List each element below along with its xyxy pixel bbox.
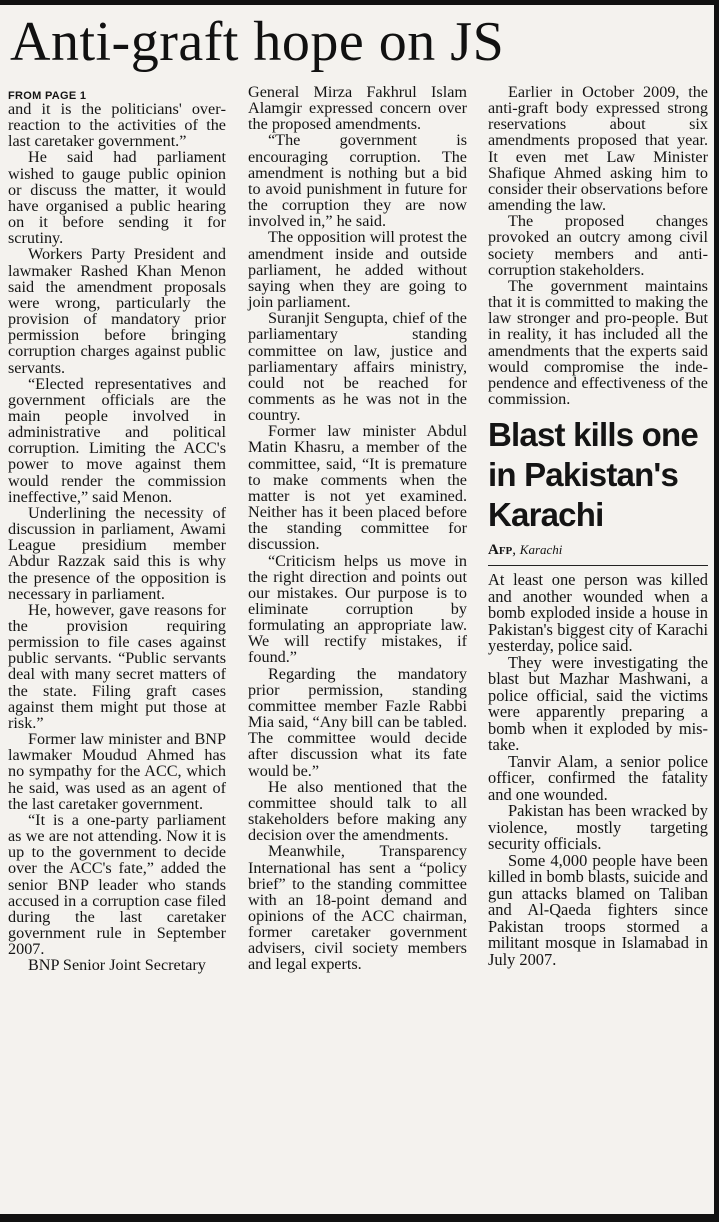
paragraph: Former law minister Abdul Matin Khasru, a member of the committee, said, “It is premature to make comments when the matter is not yet examined. Neither has it been placed before the standing committee for discussion. xyxy=(248,422,467,554)
bottom-border xyxy=(0,1214,719,1222)
paragraph: Former law minister and BNP lawmaker Moudud Ahmed has no sympathy for the ACC, which he said, was used as an agent of the last caretaker government. xyxy=(8,730,226,813)
paragraph: The proposed changes provoked an outcry among civil society members and anti-corruption stakeholders. xyxy=(488,212,708,279)
byline-place: Karachi xyxy=(519,542,563,558)
paragraph: and it is the politicians' overreaction to the activities of the last caretaker government.” xyxy=(8,100,226,151)
paragraph: The government maintains that it is committed to making the law stronger and pro-people. But in reality, it has included all the amendments that the experts said would compromise the independence and effectiveness of the commission. xyxy=(488,276,708,408)
paragraph: General Mirza Fakhrul Islam Alamgir expressed concern over the proposed amendments. xyxy=(248,83,467,134)
paragraph: Suranjit Sengupta, chief of the parliamentary standing committee on law, justice and parliamentary affairs ministry, could not be reached for comments as he was not in the country. xyxy=(248,309,467,425)
paragraph: Tanvir Alam, a senior police officer, confirmed the fatality and one wounded. xyxy=(488,751,708,804)
paragraph: “Criticism helps us move in the right direction and points out our mistakes. Our purpose is to eliminate corruption by formulating an appropriate law. We will rectify mistakes, if found.” xyxy=(248,551,467,667)
paragraph: Workers Party President and lawmaker Rashed Khan Menon said the amendment proposals were wrong, particularly the provision of mandatory prior permission before bringing corruption charges against public servants. xyxy=(8,245,226,377)
paragraph: Pakistan has been wracked by violence, mostly targeting security officials. xyxy=(488,801,708,854)
second-story-headline: Blast kills one in Pakistan's Karachi xyxy=(488,416,698,534)
paragraph: “It is a one-party parliament as we are not attending. Now it is up to the government to decide over the ACC's fate,” added the senior BNP leader who stands accused in a corruption case filed during the last caretaker government rule in September 2007. xyxy=(8,810,226,959)
paragraph: He also mentioned that the committee should talk to all stakeholders before making any decision over the amendments. xyxy=(248,777,467,845)
byline-agency: Afp xyxy=(488,542,513,559)
continuation-kicker: FROM PAGE 1 xyxy=(8,90,87,102)
paragraph: At least one person was killed and another wounded when a bomb exploded inside a house in Pakistan's biggest city of Karachi yesterday, police said. xyxy=(488,570,708,656)
right-border xyxy=(714,0,719,1222)
paragraph: Some 4,000 people have been killed in bomb blasts, suicide and gun attacks blamed on Taliban and Al-Qaeda fighters since Pakistan troops stormed a militant mosque in Islamabad in July 2007. xyxy=(488,850,708,969)
column-2 xyxy=(248,84,467,973)
paragraph: Underlining the necessity of discussion in parliament, Awami League presidium member Abdur Razzak said this is why the presence of the opposition is necessary in parliament. xyxy=(8,503,226,603)
second-story xyxy=(488,415,708,968)
paragraph: Regarding the mandatory prior permission, standing committee member Fazle Rabbi Mia said, “Any bill can be tabled. The committee would decide after discussion what its fate would be.” xyxy=(248,664,467,780)
top-border xyxy=(0,0,719,5)
column-1 xyxy=(8,89,226,973)
paragraph: He said had parliament wished to gauge public opinion or discuss the matter, it would have organised a public hearing on it before sending it for scrutiny. xyxy=(8,148,226,248)
paragraph: He, however, gave reasons for the provision requiring permission to file cases against public servants. “Public servants deal with many secret matters of the state. Filing graft cases against them might put those at risk.” xyxy=(8,600,226,732)
paragraph: They were investigating the blast but Mazhar Mashwani, a police official, said the victims were apparently preparing a bomb when it exploded by mistake. xyxy=(488,652,708,755)
paragraph: “Elected representatives and government officials are the main people involved in administrative and political corruption. Limiting the ACC's power to move against them would render the commission ineffective,” said Menon. xyxy=(8,374,226,506)
paragraph: BNP Senior Joint Secretary xyxy=(28,956,206,975)
page-headline: Anti-graft hope on JS xyxy=(10,11,505,73)
paragraph: Earlier in October 2009, the anti-graft body expressed strong reservations about six amendments proposed that year. It even met Law Minister Shafique Ahmed asking him to consider their observations before amending the law. xyxy=(488,83,708,215)
paragraph: “The government is encouraging corruption. The amendment is nothing but a bid to avoid punishment in future for the corruption they are now involved in,” he said. xyxy=(248,131,467,231)
paragraph: The opposition will protest the amendment inside and outside parliament, he added without saying when they are going to join parliament. xyxy=(248,228,467,312)
byline: Afp, Karachi xyxy=(488,541,708,566)
paragraph: Meanwhile, Transparency International has sent a “policy brief” to the standing committee with an 18-point demand and opinions of the ACC chairman, former caretaker government advisers, civil society members and legal experts. xyxy=(248,842,467,974)
column-3 xyxy=(488,84,708,968)
